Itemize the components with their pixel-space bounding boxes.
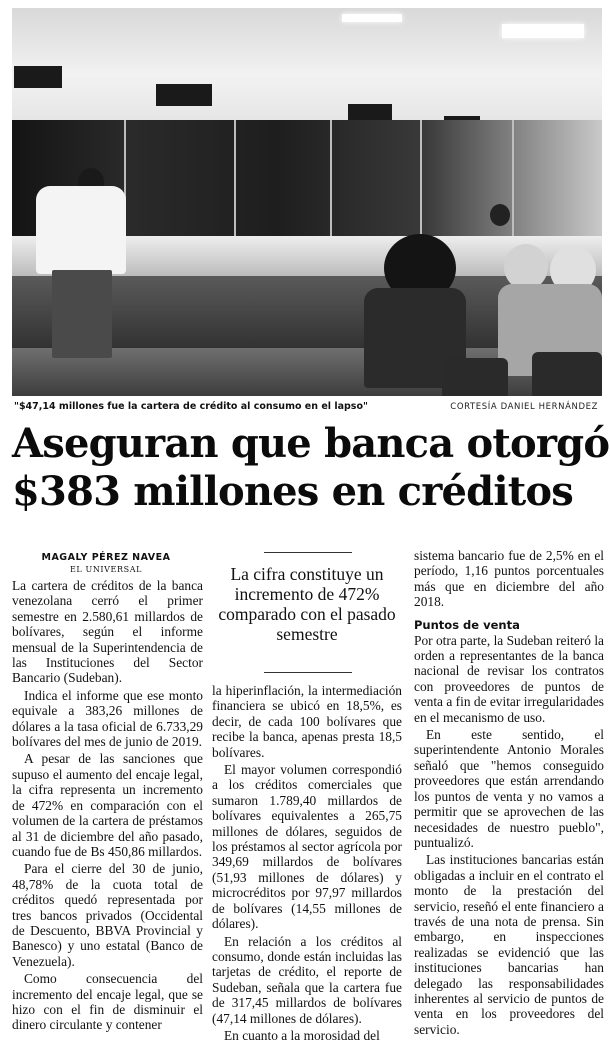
article-paragraph: El mayor volumen correspondió a los créditos comerciales que sumaron 1.789,40 millardos de bolívares equivalentes a 265,75 millones de dólares, seguidos de los préstamos al sector agrícola por 349,69 millardos de bolívares (51,93 millones de dólares) y microcréditos por 97,97 millardos de bolívares (14,55 millones de dólares). — [212, 762, 402, 932]
photo-chair — [442, 358, 508, 396]
article-paragraph: La cartera de créditos de la banca venezolana cerró el primer semestre en 2.580,61 millardos de bolívares, según el informe mensual de la Superintendencia de las Instituciones del Sector Bancario (Sudeban). — [12, 578, 203, 686]
article-paragraph: A pesar de las sanciones que supuso el aumento del encaje legal, la cifra representa un incremento de 472% en comparación con el volumen de la cartera de préstamos al 31 de diciembre del año pasado, cuando fue de Bs 450,86 millardos. — [12, 751, 203, 859]
article-paragraph: la hiperinflación, la intermediación financiera se ubicó en 18,5%, es decir, de cada 100 bolívares que recibe la banca, apenas presta 18,5 bolívares. — [212, 683, 402, 760]
byline-author: MAGALY PÉREZ NAVEA — [41, 552, 171, 563]
article-paragraph: Como consecuencia del incremento del encaje legal, que se hizo con el fin de disminuir el dinero circulante y contener — [12, 971, 203, 1033]
byline-outlet: EL UNIVERSAL — [69, 565, 142, 574]
article-column-3 — [414, 548, 604, 1039]
article-paragraph: sistema bancario fue de 2,5% en el período, 1,16 puntos porcentuales más que en diciembre del año 2018. — [414, 548, 604, 610]
photo-glass-divider — [420, 120, 422, 240]
article-paragraph: En este sentido, el superintendente Antonio Morales señaló que "hemos conseguido proveedores que están arrendando los puntos de venta y no vamos a permitir que se aprovechen de las necesidades de nuestro pueblo", puntualizó. — [414, 727, 604, 850]
photo-chair — [532, 352, 602, 396]
photo-person-shirt — [36, 186, 126, 274]
photo-counter-sign — [14, 66, 62, 88]
photo-glass-divider — [330, 120, 332, 240]
article-paragraph: Las instituciones bancarias están obligadas a incluir en el contrato el monto de la prestación del servicio, reseñó el ente financiero a través de una nota de prensa. Sin embargo, en inspecciones realizadas se evidenció que las instituciones bancarias han delegado las responsabilidades inherentes al servicio de puntos de venta en los proveedores del servicio. — [414, 852, 604, 1037]
photo-person-pants — [52, 270, 112, 358]
article-paragraph: En cuanto a la morosidad del — [224, 1027, 380, 1043]
headline — [12, 420, 610, 516]
pullquote: La cifra constituye un incremento de 472% comparado con el pasado semestre — [218, 564, 396, 644]
byline — [12, 552, 200, 574]
headline-line-2: $383 millones en créditos — [12, 468, 573, 515]
photo-credit: CORTESÍA DANIEL HERNÁNDEZ — [450, 402, 598, 412]
article-paragraph: Indica el informe que ese monto equivale a 383,26 millones de dólares a la tasa oficial de 6.733,29 bolívares del mes de junio de 2019. — [12, 687, 203, 750]
article-column-1 — [12, 578, 203, 1035]
headline-line-1: Aseguran que banca otorgó — [12, 420, 610, 467]
pullquote-bottom-rule — [264, 672, 352, 673]
photo-glass-divider — [234, 120, 236, 240]
article-paragraph: En relación a los créditos al consumo, donde están incluidas las tarjetas de crédito, el reporte de Sudeban, señala que la cartera fue de 317,45 millardos de bolívares (47,14 millones de dólares). — [212, 933, 402, 1026]
photo-teller-head — [490, 204, 510, 226]
article-paragraph: Para el cierre del 30 de junio, 48,78% de la cuota total de créditos quedó representada por tres bancos privados (Occidental de Descuento, BBVA Provincial y Banesco) y uno estatal (Banco de Venezuela). — [12, 861, 203, 969]
article-column-2 — [212, 683, 402, 1045]
news-photo — [12, 8, 602, 396]
photo-ceiling-light — [342, 14, 402, 22]
photo-caption: "$47,14 millones fue la cartera de crédito al consumo en el lapso" — [14, 401, 368, 412]
pullquote-top-rule — [264, 552, 352, 553]
section-subhead: Puntos de venta — [414, 617, 520, 632]
photo-ceiling-light — [502, 24, 584, 38]
article-paragraph: Por otra parte, la Sudeban reiteró la orden a representantes de la banca nacional de revisar los contratos con proveedores de puntos de venta a fin de evitar irregularidades en el mecanismo de uso. — [414, 632, 604, 725]
photo-counter-sign — [156, 84, 212, 106]
photo-glass-divider — [512, 120, 514, 240]
